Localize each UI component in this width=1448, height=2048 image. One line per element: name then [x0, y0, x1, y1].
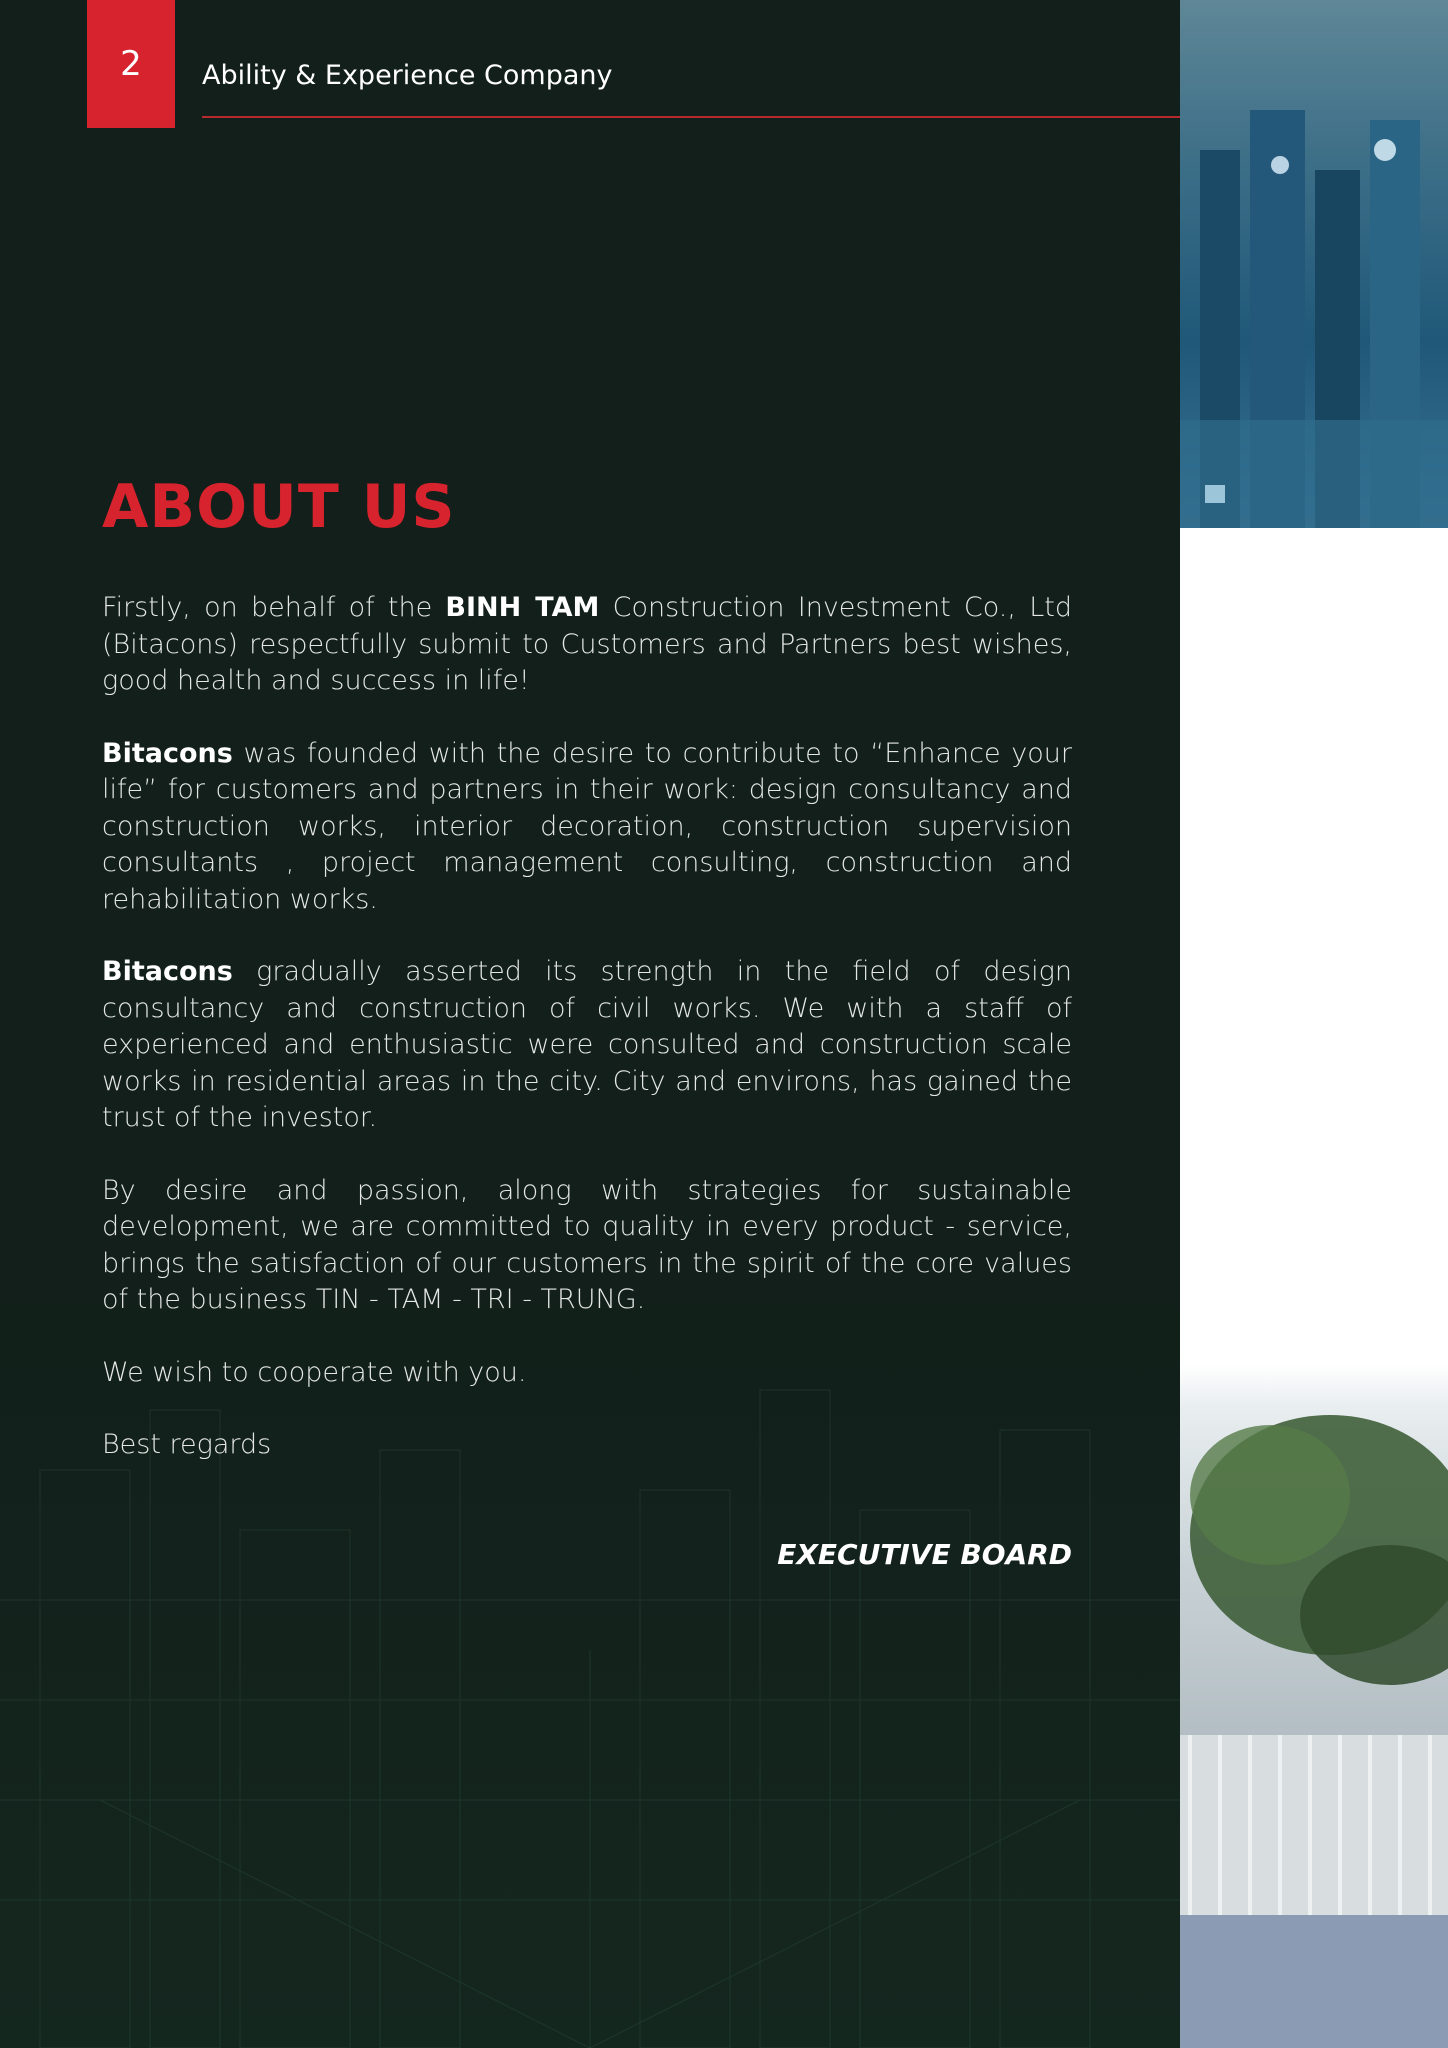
about-body — [102, 590, 1072, 1500]
city-skyline-photo — [1180, 0, 1448, 528]
paragraph-founded — [102, 736, 1072, 919]
page-heading: ABOUT US — [102, 472, 456, 542]
header-divider — [202, 116, 1180, 118]
brand-bold: Bitacons — [102, 956, 233, 987]
paragraph-cooperate: We wish to cooperate with you. — [102, 1356, 527, 1388]
company-name-bold: BINH TAM — [445, 592, 600, 623]
page-number: 2 — [120, 44, 142, 84]
brand-bold: Bitacons — [102, 737, 233, 769]
page-number-badge — [87, 0, 175, 128]
header-title: Ability & Experience Company — [202, 60, 613, 91]
paragraph-values: By desire and passion, along with strategies for sustainable development, we are committed to quality in every product - service, brings the satisfaction of our customers in the spirit of the core values of the business TIN - TAM - TRI - TRUNG. — [102, 1174, 1072, 1315]
founded-text: was founded with the desire to contribute to “Enhance your life” for customers and partners in their work: design consultancy and construction works, interior decoration, construction supervision consultants , project management consulting, construction and rehabilitation works. — [102, 737, 1072, 915]
strength-text: gradually asserted its strength in the field of design consultancy and construction of civil works. We with a staff of experienced and enthusiastic were consulted and construction scale works in residential areas in the city. City and environs, has gained the trust of the investor. — [102, 956, 1072, 1133]
paragraph-intro — [102, 590, 1072, 700]
intro-rest: Construction Investment Co., Ltd (Bitacons) respectfully submit to Customers and Partners best wishes, good health and success in life! — [102, 592, 1072, 696]
intro-lead: Firstly, on behalf of the — [102, 592, 446, 623]
paragraph-regards: Best regards — [102, 1429, 272, 1460]
paragraph-strength — [102, 954, 1072, 1137]
signature: EXECUTIVE BOARD — [777, 1538, 1072, 1571]
villa-tree-photo — [1180, 1365, 1448, 2048]
